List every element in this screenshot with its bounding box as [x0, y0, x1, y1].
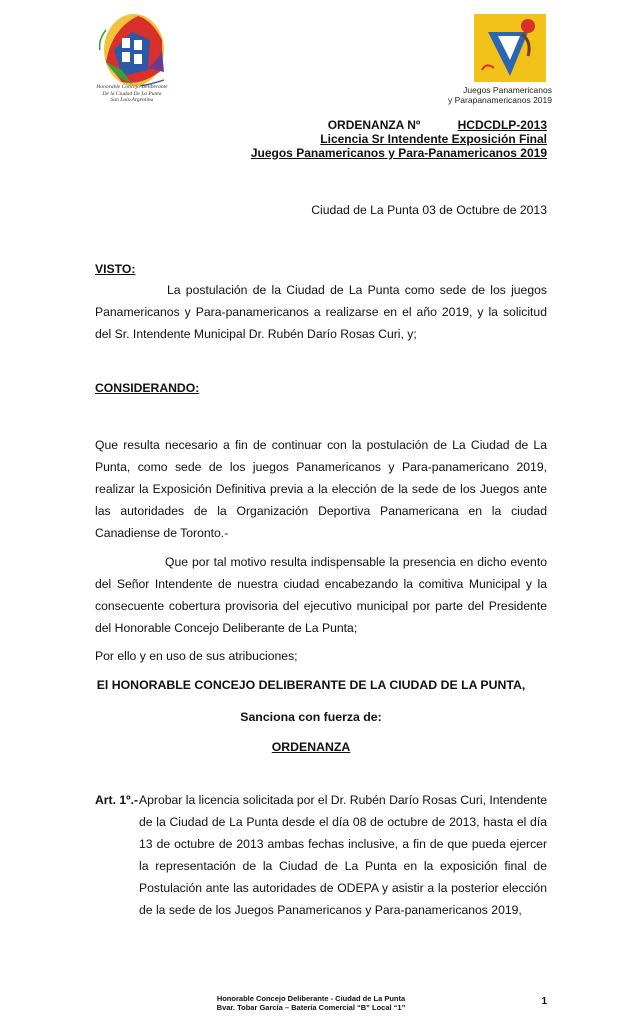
council-logo-caption: Honorable Concejo Deliberante De la Ciudad De La Punta San Luis-Argentina: [96, 84, 168, 103]
article-1-text: [95, 789, 547, 921]
considerando-paragraph-2: Que por tal motivo resulta indispensable la presencia en dicho evento del Señor Intendente de nuestra ciudad encabezando la comitiva Municipal y la consecuente cobertura provisoria del ejecutivo municipal por parte del Presidente del Honorable Concejo Deliberante de La Punta;: [95, 555, 547, 635]
considerando-paragraph-1: Que resulta necesario a fin de continuar con la postulación de La Ciudad de La Punta, como sede de los juegos Panamericanos y Para-panamericano 2019, realizar la Exposición Definitiva previa a la elección de la sede de los Juegos ante las autoridades de la Organización Deportiva Panamericana en la ciudad Canadiense de Toronto.-: [95, 438, 547, 540]
sanciona-line: Sanciona con fuerza de:: [240, 710, 382, 724]
considerando-heading: CONSIDERANDO:: [95, 381, 200, 395]
document-date: Ciudad de La Punta 03 de Octubre de 2013: [311, 203, 547, 217]
panamerican-games-logo: [470, 12, 550, 84]
article-1-label: Art. 1º.-: [95, 793, 139, 807]
considerando-paragraph-3: Por ello y en uso de sus atribuciones;: [95, 649, 298, 663]
article-1-body: Aprobar la licencia solicitada por el Dr. Rubén Darío Rosas Curi, Intendente de la Ciudad de La Punta desde el día 08 de octubre de 2013, hasta el día 13 de octubre de 2013 ambas fechas inclusive, a fin de que pueda ejercer la representación de la Ciudad de La Punta en la exposición final de Postulación ante las autoridades de ODEPA y asistir a la posterior elección de la sede de los Juegos Panamericanos y Para-panamericanos 2019,: [139, 793, 547, 917]
page-number: 1: [541, 996, 547, 1007]
visto-heading: VISTO:: [95, 262, 136, 276]
council-resolution: El HONORABLE CONCEJO DELIBERANTE DE LA CIUDAD DE LA PUNTA,: [96, 678, 526, 692]
ordenanza-title: [328, 118, 547, 132]
panamerican-games-caption: Juegos Panamericanos y Parapanamericanos 2019: [448, 85, 552, 105]
ordenanza-heading: ORDENANZA: [271, 740, 351, 754]
ordenanza-label: ORDENANZA Nº: [327, 118, 421, 132]
footer-line-2: Bvar. Tobar García – Batería Comercial “B” Local “1”: [216, 1003, 406, 1012]
visto-text: La postulación de la Ciudad de La Punta como sede de los juegos Panamericanos y Para-panamericanos a realizarse en el año 2019, y la solicitud del Sr. Intendente Municipal Dr. Rubén Darío Rosas Curi, y;: [95, 283, 547, 341]
footer-line-1: Honorable Concejo Deliberante - Ciudad de La Punta: [216, 994, 406, 1003]
council-logo: [92, 10, 172, 120]
subject-line: Licencia Sr Intendente Exposición Final: [320, 132, 547, 146]
ordenanza-number: HCDCDLP-2013: [457, 118, 547, 132]
subject-line-2: Juegos Panamericanos y Para-Panamericanos 2019: [250, 146, 547, 160]
